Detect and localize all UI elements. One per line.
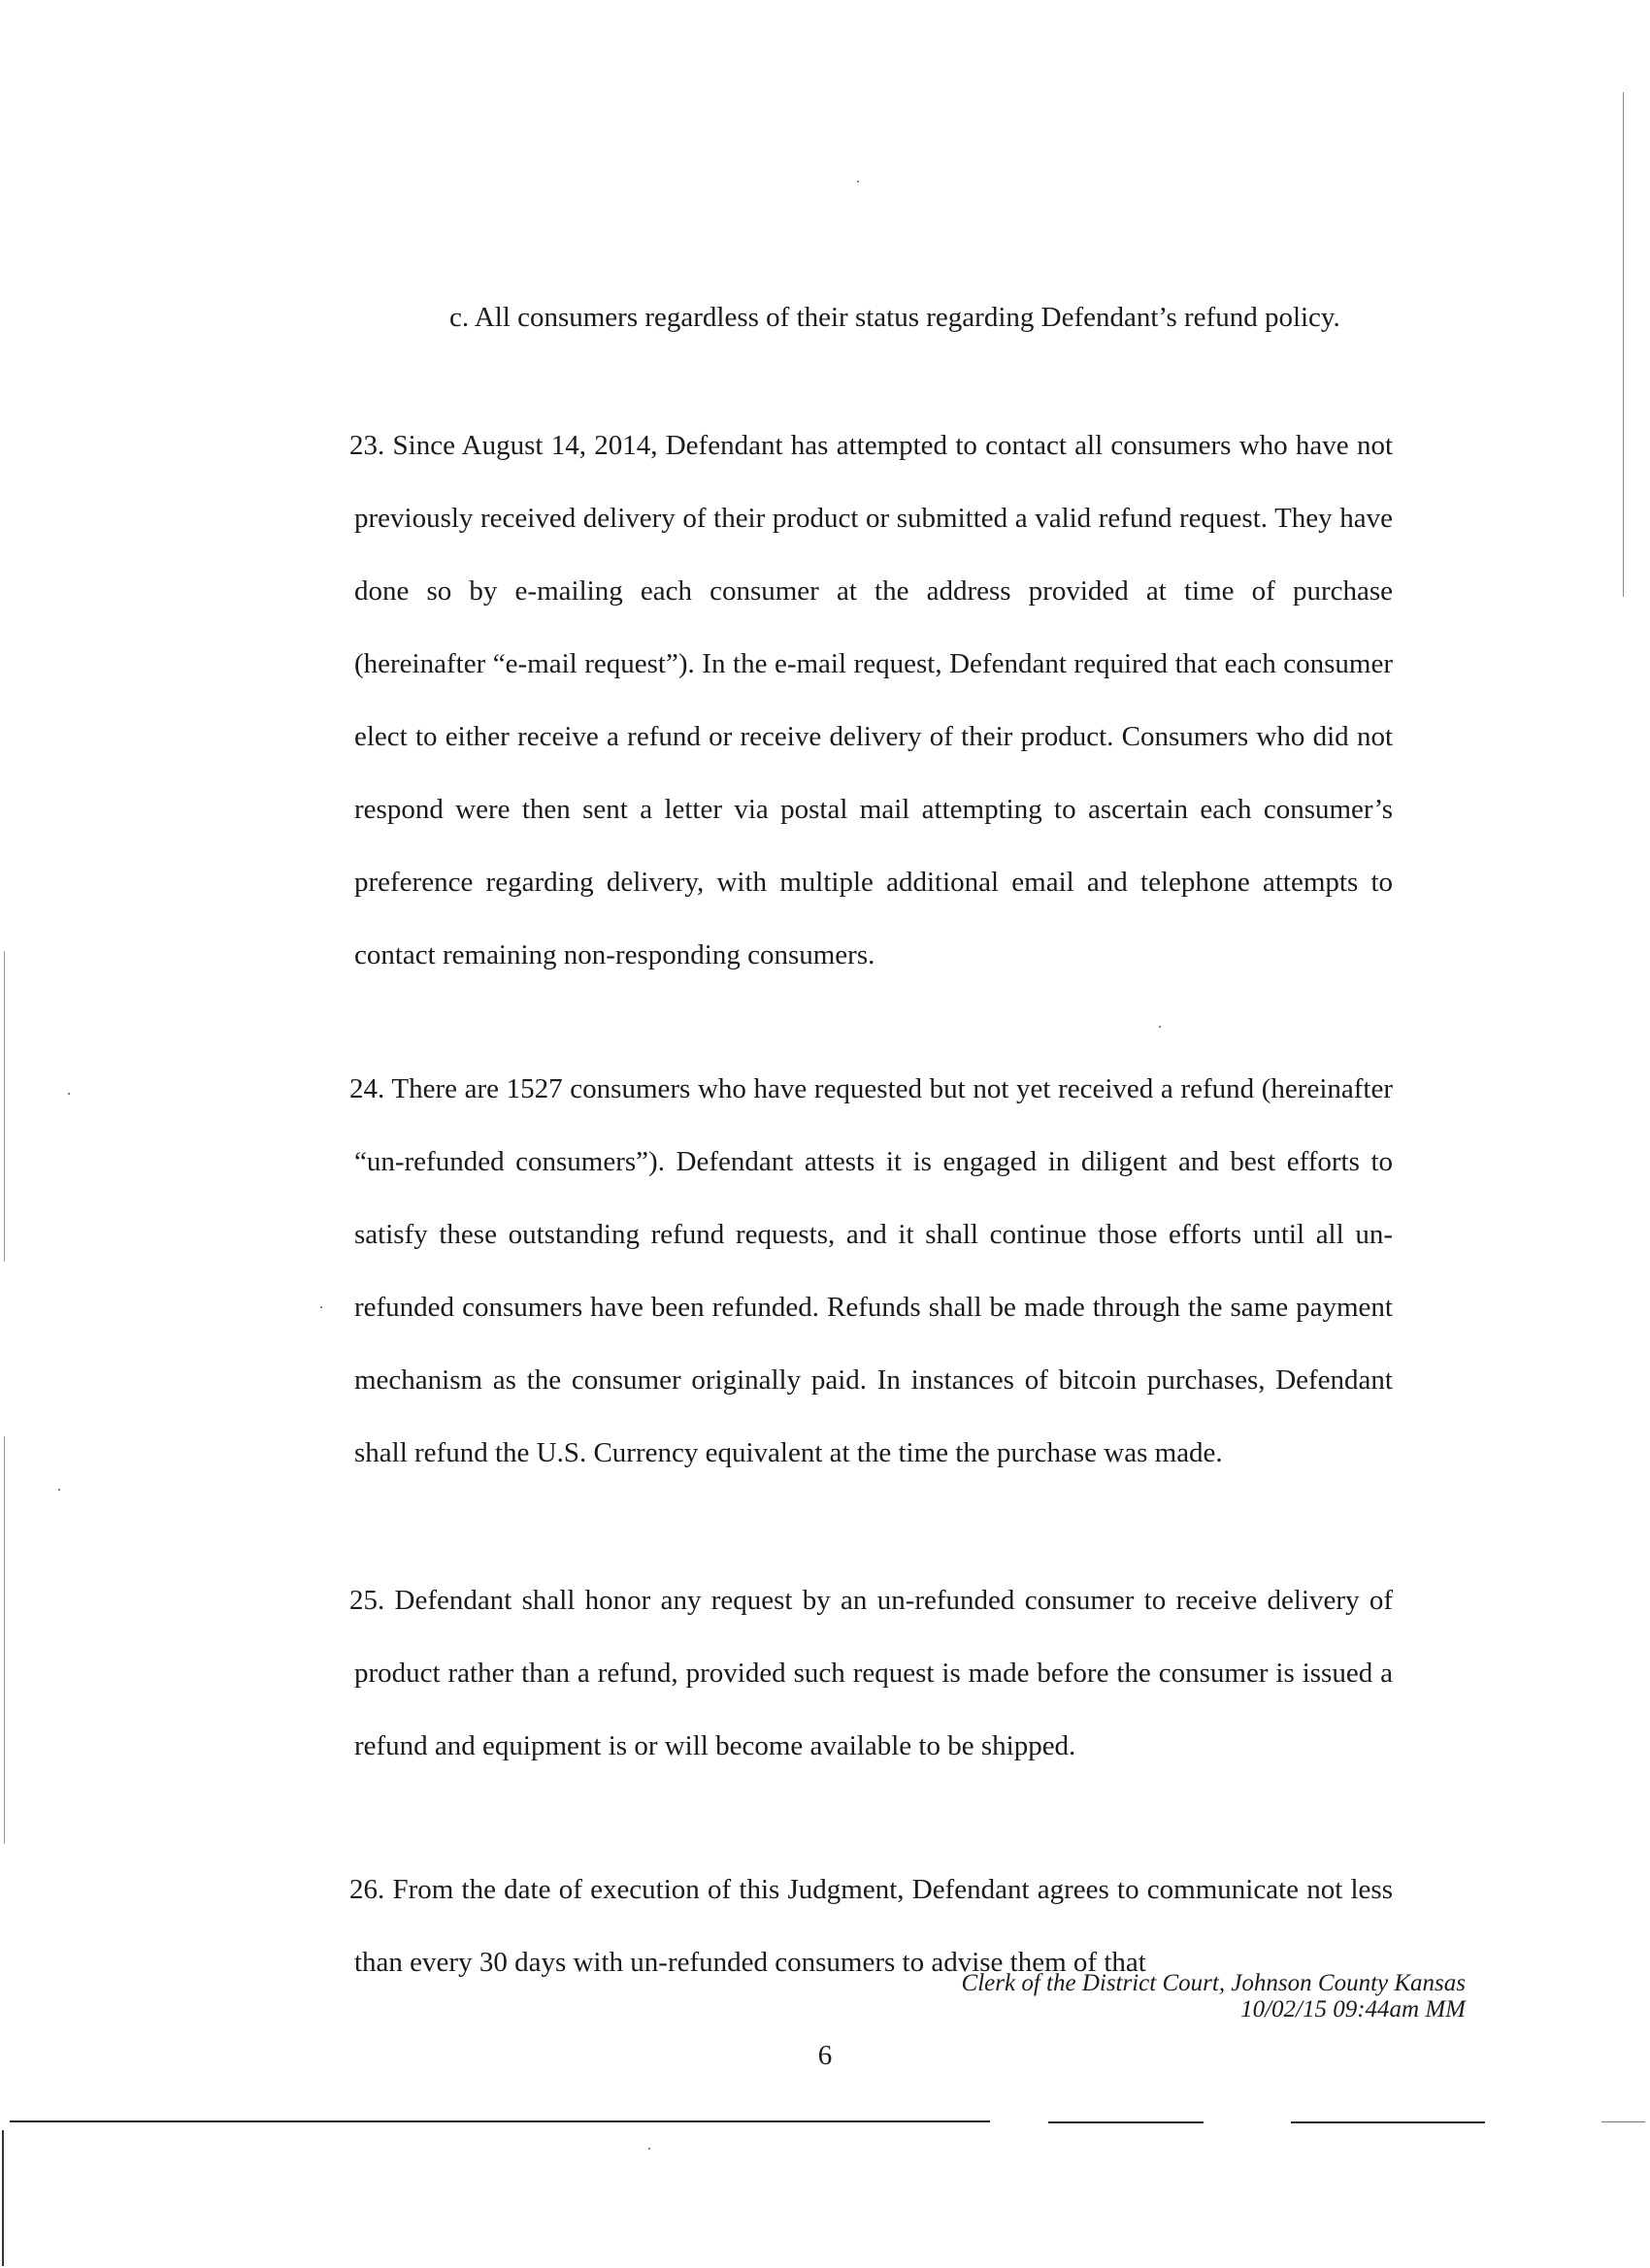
scan-speck [857,181,859,182]
paragraph-text: Since August 14, 2014, Defendant has attempted to contact all consumers who have not previously received delivery of their product or submitted a valid refund request. They have done so by e-mailing each consumer at the address provided at time of purchase (hereinafter “e-mail request”). In the e-mail request, Defendant required that each consumer elect to either receive a refund or receive delivery of their product. Consumers who did not respond were then sent a letter via postal mail attempting to ascertain each consumer’s preference regarding delivery, with multiple additional email and telephone attempts to contact remaining non-responding consumers. [354,430,1394,970]
clerk-stamp [962,1970,1466,2022]
paragraph-number: 25. [349,1585,385,1616]
scan-edge-left-bottom [2,2130,4,2266]
scan-speck [58,1489,60,1491]
paragraph-24 [349,1053,1393,1490]
scan-speck [68,1093,70,1095]
page-number: 6 [817,2040,833,2071]
scan-speck [320,1306,322,1308]
scan-edge-left-mid [4,1436,5,1844]
paragraph-number: 23. [349,430,385,461]
paragraph-23 [349,410,1394,992]
scan-rule-right [1291,2121,1485,2123]
clerk-stamp-court: Clerk of the District Court, Johnson County Kansas [961,1970,1466,1996]
paragraph-text: From the date of execution of this Judgment, Defendant agrees to communicate not less than every 30 days with un-refunded consumers to advise them of that [354,1874,1393,1978]
scan-rule-far-right [1601,2121,1645,2122]
subitem-c: c. All consumers regardless of their status regarding Defendant’s refund policy. [449,302,1340,333]
scan-speck [648,2148,650,2150]
paragraph-number: 26. [349,1874,385,1905]
scan-rule-mid [1048,2121,1204,2123]
scan-speck [1159,1026,1161,1028]
paragraph-text: Defendant shall honor any request by an un-refunded consumer to receive delivery of product rather than a refund, provided such request is made before the consumer is issued a refund and equipment is or will become available to be shipped. [354,1585,1394,1761]
paragraph-text: There are 1527 consumers who have requested but not yet received a refund (hereinafter “un-refunded consumers”). Defendant attests it is engaged in diligent and best efforts to satisfy these outstanding refund requests, and it shall continue those efforts until all un-refunded consumers have been refunded. Refunds shall be made through the same payment mechanism as the consumer originally paid. In instances of bitcoin purchases, Defendant shall refund the U.S. Currency equivalent at the time the purchase was made. [354,1073,1393,1468]
scan-edge-left-top [4,951,5,1262]
paragraph-number: 24. [349,1073,385,1104]
paragraph-25 [349,1564,1394,1783]
scan-rule-left [10,2120,990,2122]
clerk-stamp-timestamp: 10/02/15 09:44am MM [1240,1996,1466,2022]
scan-edge-right [1623,92,1624,597]
